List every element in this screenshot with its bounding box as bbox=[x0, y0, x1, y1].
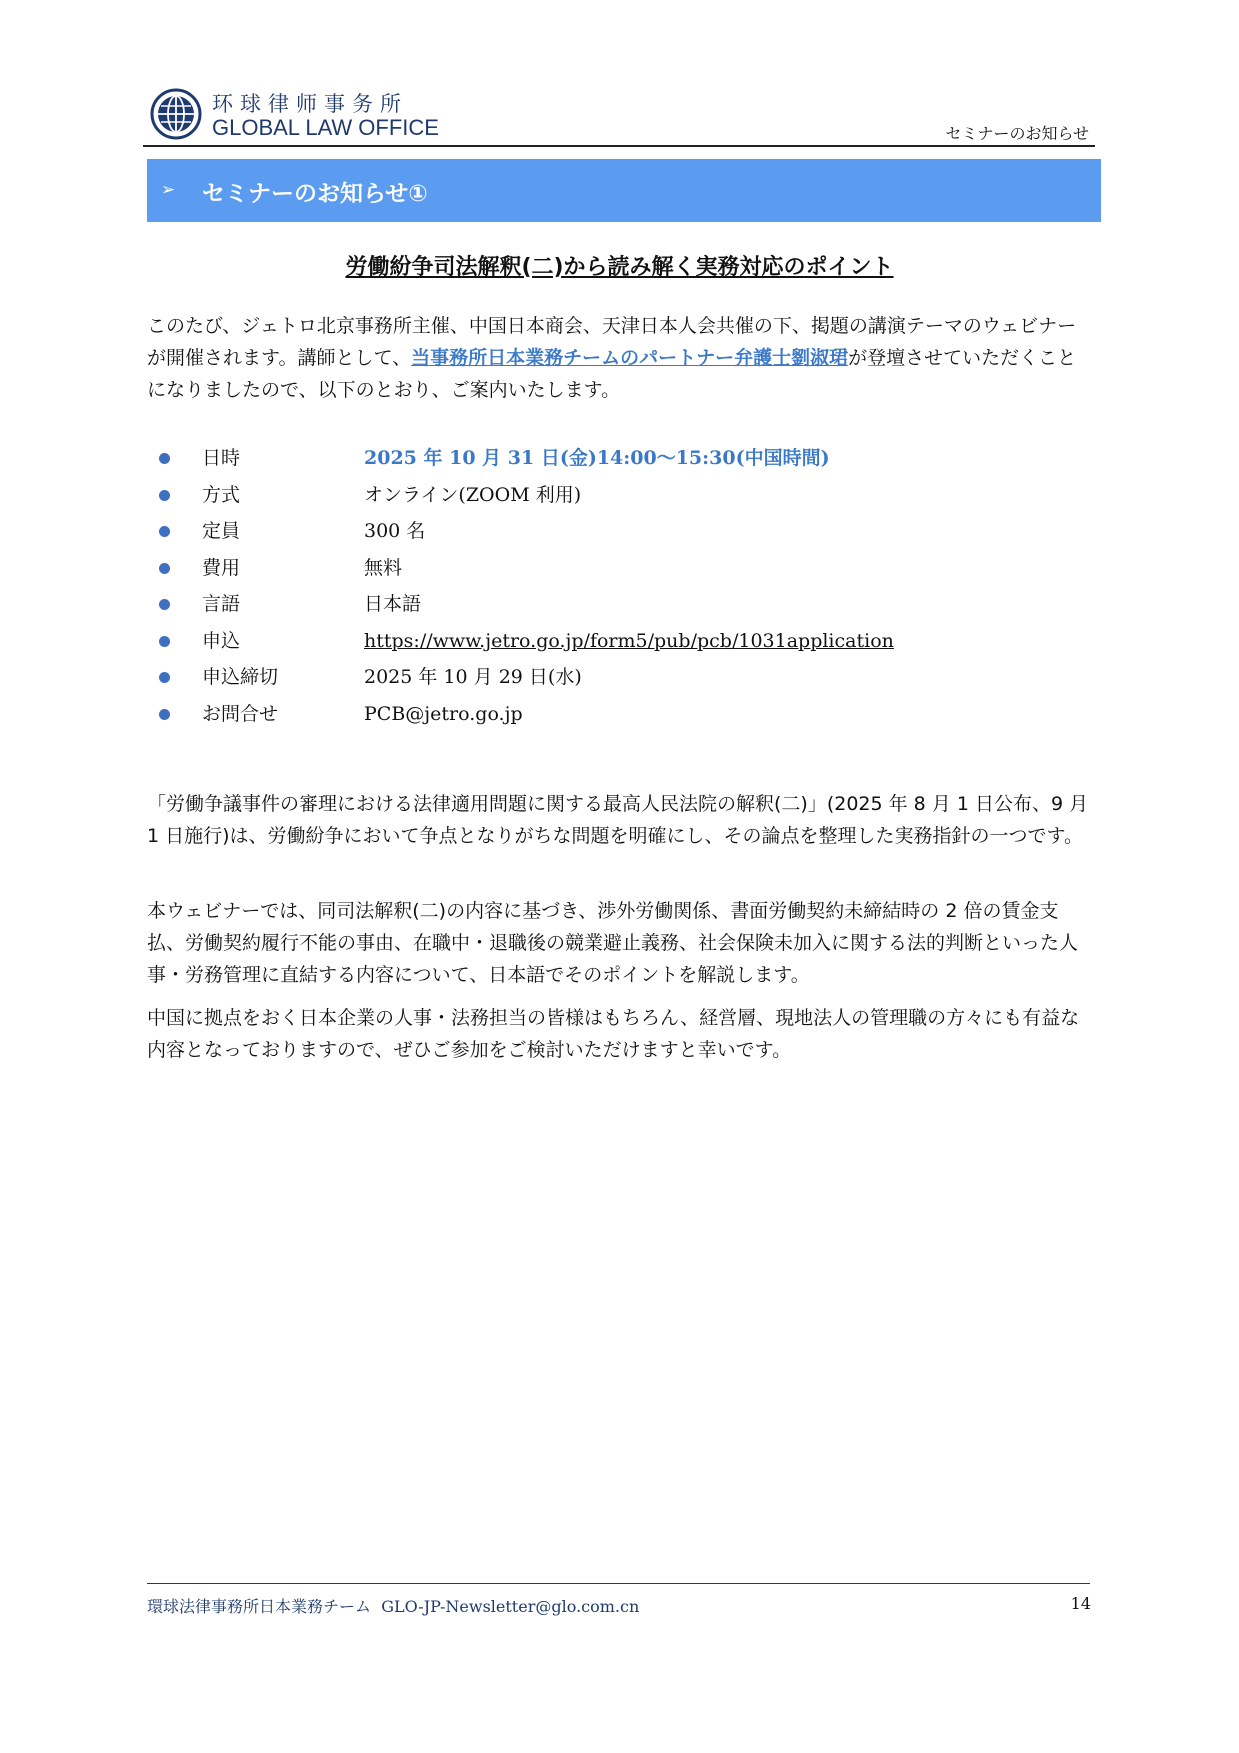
footer-team: 環球法律事務所日本業務チーム bbox=[147, 1597, 372, 1616]
detail-value-deadline: 2025 年 10 月 29 日(水) bbox=[364, 666, 582, 688]
detail-label: 申込締切 bbox=[202, 666, 279, 688]
intro-paragraph bbox=[147, 310, 1091, 406]
bullet-icon bbox=[159, 599, 170, 610]
bullet-icon bbox=[159, 636, 170, 647]
detail-value-datetime: 2025 年 10 月 31 日(金)14:00〜15:30(中国時間) bbox=[364, 447, 830, 469]
bullet-icon bbox=[159, 453, 170, 464]
detail-label: 申込 bbox=[202, 629, 241, 652]
detail-row-datetime bbox=[147, 442, 1091, 479]
detail-row-deadline bbox=[147, 661, 1091, 698]
bullet-icon bbox=[159, 563, 170, 574]
detail-row-language bbox=[147, 588, 1091, 625]
detail-row-capacity bbox=[147, 515, 1091, 552]
detail-label: 言語 bbox=[202, 593, 241, 615]
detail-value-format: オンライン(ZOOM 利用) bbox=[364, 483, 582, 506]
seminar-title: 労働紛争司法解釈(二)から読み解く実務対応のポイント bbox=[345, 255, 894, 280]
seminar-details-list bbox=[147, 442, 1091, 734]
detail-row-format bbox=[147, 479, 1091, 516]
intro-text-start: このたび、ジェトロ北京事務所主催、中国日本商会、天津日本人会共催の下、掲題の講演テーマのウェビナーが開催されます。講師として、 bbox=[147, 315, 1077, 369]
detail-value-language: 日本語 bbox=[364, 593, 422, 615]
detail-value-capacity: 300 名 bbox=[364, 520, 426, 542]
bullet-icon bbox=[159, 672, 170, 683]
detail-label: お問合せ bbox=[202, 702, 279, 725]
detail-label: 日時 bbox=[202, 447, 241, 469]
bullet-icon bbox=[159, 526, 170, 537]
banner-title: セミナーのお知らせ① bbox=[202, 181, 428, 207]
bullet-icon bbox=[159, 709, 170, 720]
footer-contact bbox=[147, 1594, 639, 1617]
header-section-tag: セミナーのお知らせ bbox=[945, 124, 1089, 143]
globe-logo-icon bbox=[150, 88, 202, 140]
detail-row-fee bbox=[147, 552, 1091, 589]
application-link[interactable]: https://www.jetro.go.jp/form5/pub/pcb/1031application bbox=[364, 629, 894, 652]
detail-label: 定員 bbox=[202, 520, 241, 542]
body-paragraph: 中国に拠点をおく日本企業の人事・法務担当の皆様はもちろん、経営層、現地法人の管理職の方々にも有益な内容となっておりますので、ぜひご参加をご検討いただけますと幸いです。 bbox=[147, 1007, 1080, 1061]
detail-label: 方式 bbox=[202, 483, 241, 506]
logo bbox=[150, 88, 450, 144]
detail-label: 費用 bbox=[202, 556, 241, 579]
detail-row-contact bbox=[147, 698, 1091, 735]
bullet-icon bbox=[159, 490, 170, 501]
footer-divider bbox=[147, 1583, 1090, 1584]
page-number: 14 bbox=[1070, 1594, 1091, 1613]
header-divider bbox=[143, 145, 1095, 147]
detail-row-application bbox=[147, 625, 1091, 662]
arrow-right-icon: ➢ bbox=[161, 180, 176, 200]
footer-email: GLO-JP-Newsletter@glo.com.cn bbox=[381, 1597, 640, 1616]
intro-text-end: が登壇させていただくことになりましたので、以下のとおり、ご案内いたします。 bbox=[147, 347, 1077, 401]
speaker-highlight: 当事務所日本業務チームのパートナー弁護士劉淑珺 bbox=[411, 347, 849, 369]
detail-value-contact: PCB@jetro.go.jp bbox=[364, 702, 523, 725]
body-paragraph: 「労働争議事件の審理における法律適用問題に関する最高人民法院の解釈(二)」(2025 年 8 月 1 日公布、9 月 1 日施行)は、労働紛争において争点となりがちな問題を明確にし、その論点を整理した実務指針の一つです。 bbox=[147, 793, 1089, 847]
section-banner bbox=[147, 159, 1101, 222]
logo-english-name: GLOBAL LAW OFFICE bbox=[212, 115, 439, 140]
detail-value-fee: 無料 bbox=[364, 556, 403, 579]
logo-chinese-name: 环球律师事务所 bbox=[212, 92, 408, 116]
body-paragraph: 本ウェビナーでは、同司法解釈(二)の内容に基づき、渉外労働関係、書面労働契約未締結時の 2 倍の賃金支払、労働契約履行不能の事由、在職中・退職後の競業避止義務、社会保険未加入に関する法的判断といった人事・労務管理に直結する内容について、日本語でそのポイントを解説します。 bbox=[147, 900, 1079, 986]
